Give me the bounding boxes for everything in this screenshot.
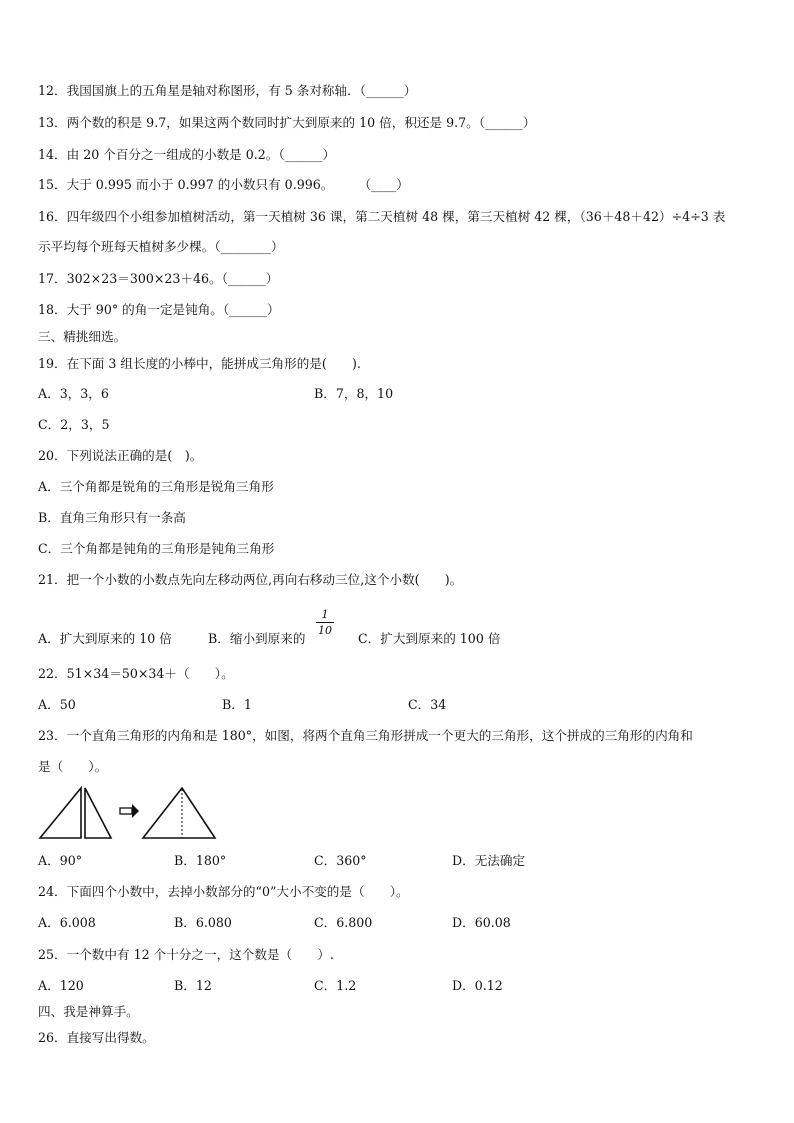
fraction-denominator: 10 xyxy=(318,624,332,637)
question-20: 20．下列说法正确的是( )。 xyxy=(38,448,203,463)
triangles-figure xyxy=(38,784,218,840)
q25-option-b: B．12 xyxy=(174,978,212,993)
question-24: 24．下面四个小数中，去掉小数部分的“0”大小不变的是（ ）。 xyxy=(38,884,409,899)
q24-option-c: C．6.800 xyxy=(314,915,373,930)
question-12: 12．我国国旗上的五角星是轴对称图形，有 5 条对称轴．（______） xyxy=(38,83,417,98)
question-18: 18．大于 90° 的角一定是钝角。（______） xyxy=(38,302,280,317)
right-triangle-right xyxy=(85,788,111,838)
q24-option-a: A．6.008 xyxy=(38,915,96,930)
question-15: 15．大于 0.995 而小于 0.997 的小数只有 0.996。 （____） xyxy=(38,177,409,192)
section-4-heading: 四、我是神算手。 xyxy=(38,1004,139,1019)
q19-option-c: C．2，3，5 xyxy=(38,417,110,432)
q25-option-d: D．0.12 xyxy=(452,978,503,993)
fraction-numerator: 1 xyxy=(321,608,329,621)
question-13: 13．两个数的积是 9.7，如果这两个数同时扩大到原来的 10 倍，积还是 9.7。（______） xyxy=(38,115,536,130)
q24-option-d: D．60.08 xyxy=(452,915,511,930)
right-triangle-left xyxy=(40,788,81,838)
q22-option-a: A．50 xyxy=(38,697,76,712)
q21-option-a: A．扩大到原来的 10 倍 xyxy=(38,631,172,646)
question-19: 19．在下面 3 组长度的小棒中，能拼成三角形的是( ). xyxy=(38,356,361,371)
question-26: 26．直接写出得数。 xyxy=(38,1030,155,1045)
q20-option-a: A．三个角都是锐角的三角形是锐角三角形 xyxy=(38,479,274,494)
arrow-right-icon xyxy=(120,804,139,818)
question-22: 22．51×34＝50×34＋（ ）。 xyxy=(38,666,234,681)
q21-option-b: B．缩小到原来的 xyxy=(208,631,306,646)
q23-option-c: C．360° xyxy=(314,853,367,868)
q23-option-b: B．180° xyxy=(174,853,227,868)
question-14: 14．由 20 个百分之一组成的小数是 0.2。（______） xyxy=(38,147,336,162)
q23-option-d: D．无法确定 xyxy=(452,853,526,868)
combined-triangle xyxy=(143,788,215,838)
q25-option-a: A．120 xyxy=(38,978,84,993)
question-25: 25．一个数中有 12 个十分之一，这个数是（ ）. xyxy=(38,947,334,962)
q22-option-b: B．1 xyxy=(222,697,252,712)
q24-option-b: B．6.080 xyxy=(174,915,232,930)
section-3-heading: 三、精挑细选。 xyxy=(38,329,127,344)
question-23-line2: 是（ ）。 xyxy=(38,759,108,774)
q22-option-c: C．34 xyxy=(408,697,447,712)
q23-option-a: A．90° xyxy=(38,853,83,868)
question-17: 17．302×23＝300×23＋46。（______） xyxy=(38,271,279,286)
question-23-line1: 23．一个直角三角形的内角和是 180°，如图，将两个直角三角形拼成一个更大的三角形，这个拼成的三角形的内角和 xyxy=(38,728,693,743)
question-16-line1: 16．四年级四个小组参加植树活动，第一天植树 36 课，第二天植树 48 棵，第三天植树 42 棵，（36＋48＋42）÷4÷3 表 xyxy=(38,209,726,224)
q21-option-c: C．扩大到原来的 100 倍 xyxy=(358,631,501,646)
question-21: 21．把一个小数的小数点先向左移动两位,再向右移动三位,这个小数( )。 xyxy=(38,572,463,587)
q25-option-c: C．1.2 xyxy=(314,978,357,993)
q21-fraction xyxy=(316,608,334,637)
q20-option-c: C．三个角都是钝角的三角形是钝角三角形 xyxy=(38,541,275,556)
q19-option-a: A．3，3，6 xyxy=(38,386,109,401)
fraction-bar xyxy=(316,622,334,623)
q19-option-b: B．7，8，10 xyxy=(314,386,394,401)
q20-option-b: B．直角三角形只有一条高 xyxy=(38,510,186,525)
question-16-line2: 示平均每个班每天植树多少棵。（________） xyxy=(38,239,284,254)
